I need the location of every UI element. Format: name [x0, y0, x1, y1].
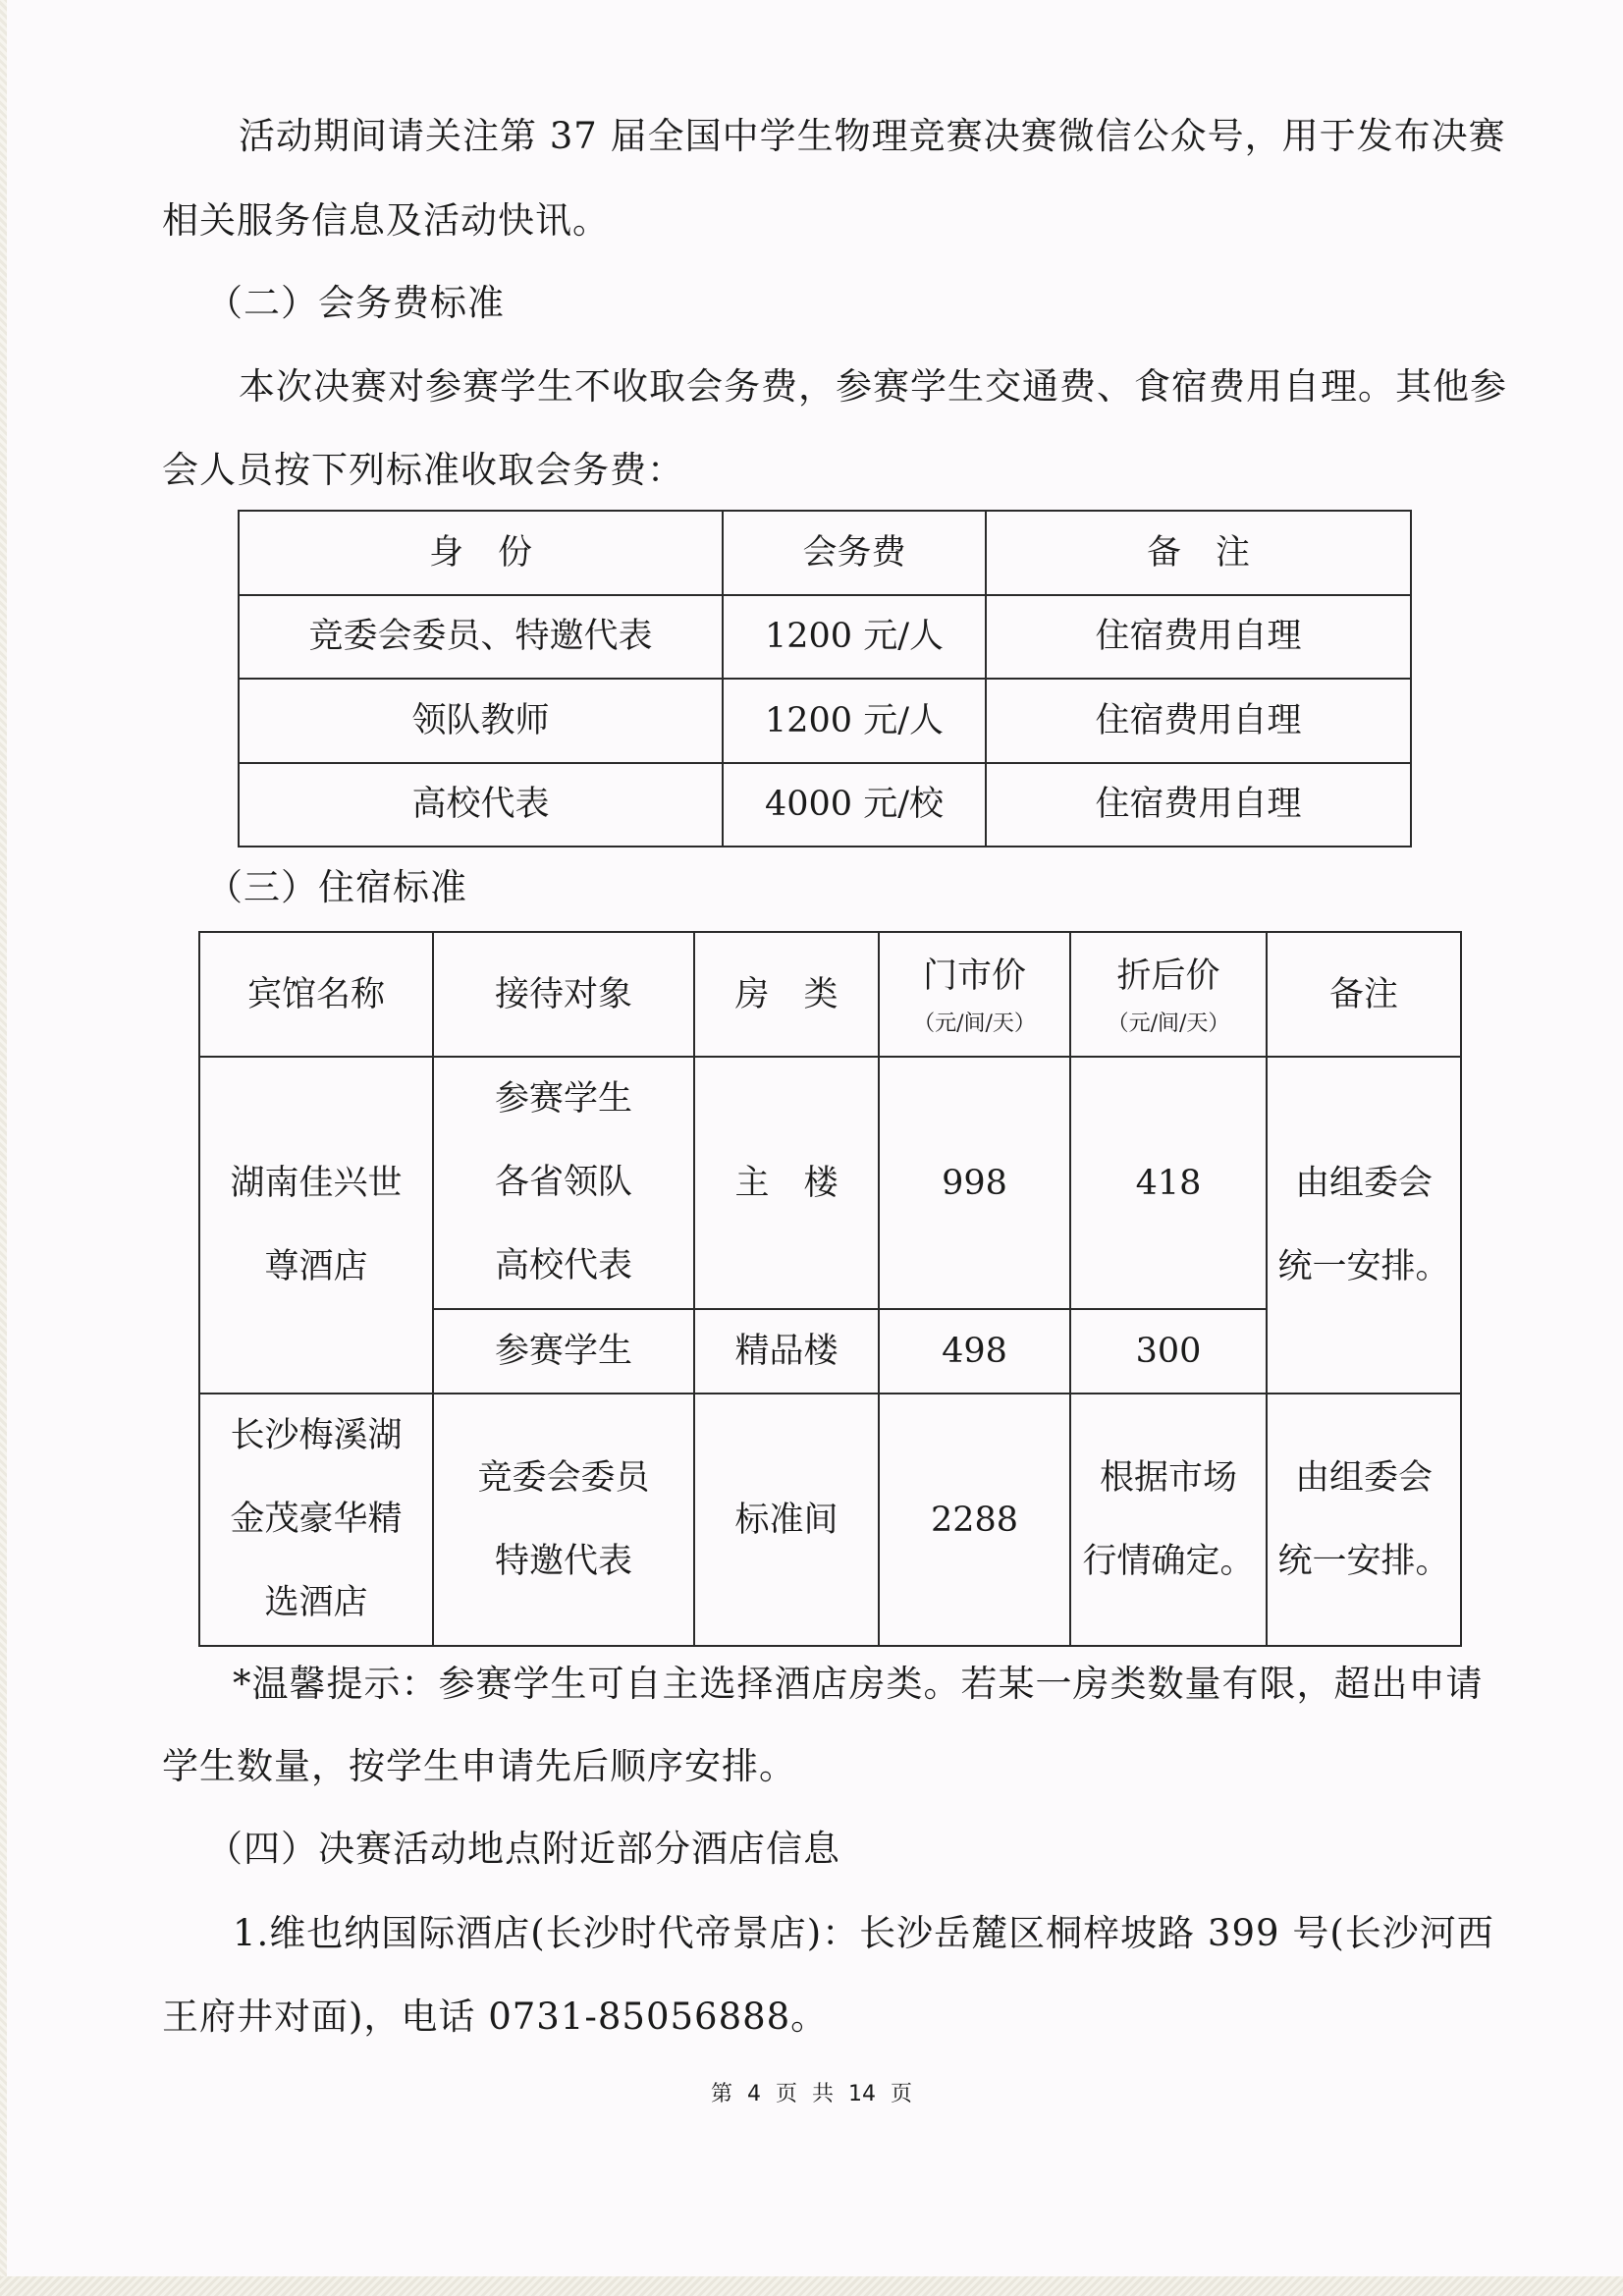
hotel-info-line2: 王府井对面)，电话 0731-85056888。 — [162, 1995, 829, 2038]
section-heading-fees: （二）会务费标准 — [206, 282, 505, 324]
guest-line: 高校代表 — [494, 1246, 632, 1285]
guest-line: 竞委会委员 — [477, 1457, 650, 1498]
lodging-table-header — [199, 932, 1461, 1057]
identity-cell: 竞委会委员、特邀代表 — [239, 595, 723, 680]
guests-cell — [433, 1057, 694, 1309]
note-cell — [1267, 1057, 1461, 1394]
hotel-name-cell — [199, 1394, 433, 1646]
hotel-name-line: 湖南佳兴世 — [230, 1163, 403, 1203]
identity-cell: 领队教师 — [239, 679, 723, 763]
header-hotel-name: 宾馆名称 — [199, 932, 433, 1057]
fee-cell: 1200 元/人 — [723, 679, 986, 763]
hotel-name-line: 尊酒店 — [264, 1246, 368, 1286]
lodging-table — [198, 931, 1462, 1647]
guests-cell: 参赛学生 — [433, 1309, 694, 1394]
discount-price-cell: 300 — [1070, 1309, 1267, 1394]
hotel-name-cell — [199, 1057, 433, 1394]
guest-line: 各省领队 — [494, 1163, 632, 1202]
note-line: 由组委会 — [1294, 1457, 1433, 1498]
guests-cell — [433, 1394, 694, 1646]
header-room-type: 房 类 — [694, 932, 879, 1057]
identity-cell: 高校代表 — [239, 763, 723, 847]
header-note: 备 注 — [986, 511, 1411, 595]
room-type-cell: 标准间 — [694, 1394, 879, 1646]
note-cell — [1267, 1394, 1461, 1646]
list-price-label: 门市价 — [922, 957, 1026, 997]
booking-tip-line1: *温馨提示：参赛学生可自主选择酒店房类。若某一房类数量有限，超出申请 — [233, 1663, 1484, 1705]
hotel-name-line: 选酒店 — [264, 1583, 368, 1622]
note-line: 统一安排。 — [1277, 1541, 1450, 1581]
room-type-cell: 主 楼 — [694, 1057, 879, 1309]
hotel-name-line: 金茂豪华精 — [230, 1500, 403, 1539]
room-type-cell: 精品楼 — [694, 1309, 879, 1394]
fee-cell: 4000 元/校 — [723, 763, 986, 847]
fee-description-line1: 本次决赛对参赛学生不收取会务费，参赛学生交通费、食宿费用自理。其他参 — [239, 365, 1507, 408]
fee-cell: 1200 元/人 — [723, 595, 986, 680]
section-heading-lodging: （三）住宿标准 — [206, 866, 467, 908]
hotel-name-line: 长沙梅溪湖 — [230, 1416, 403, 1455]
discount-price-cell — [1070, 1394, 1267, 1646]
table-row — [239, 679, 1411, 763]
note-cell: 住宿费用自理 — [986, 679, 1411, 763]
table-row — [199, 1394, 1461, 1646]
list-price-cell: 998 — [879, 1057, 1070, 1309]
note-line: 由组委会 — [1294, 1163, 1433, 1203]
discount-price-unit: （元/间/天） — [1107, 1011, 1230, 1037]
note-cell: 住宿费用自理 — [986, 763, 1411, 847]
note-line: 统一安排。 — [1277, 1246, 1450, 1286]
discount-price-cell: 418 — [1070, 1057, 1267, 1309]
header-guests: 接待对象 — [433, 932, 694, 1057]
list-price-cell: 498 — [879, 1309, 1070, 1394]
fee-table-header — [239, 511, 1411, 595]
table-row — [239, 763, 1411, 847]
header-list-price — [879, 932, 1070, 1057]
section-heading-nearby-hotels: （四）决赛活动地点附近部分酒店信息 — [206, 1828, 840, 1870]
header-discount-price — [1070, 932, 1267, 1057]
guest-line: 参赛学生 — [494, 1079, 632, 1119]
scan-border-left — [0, 0, 7, 2296]
scan-border-bottom — [0, 2276, 1623, 2296]
list-price-cell: 2288 — [879, 1394, 1070, 1646]
hotel-info-line1: 1.维也纳国际酒店(长沙时代帝景店)：长沙岳麓区桐梓坡路 399 号(长沙河西 — [233, 1912, 1494, 1954]
discount-price-line: 行情确定。 — [1082, 1541, 1255, 1581]
header-note: 备注 — [1267, 932, 1461, 1057]
discount-price-line: 根据市场 — [1099, 1457, 1237, 1498]
header-identity: 身 份 — [239, 511, 723, 595]
discount-price-label: 折后价 — [1116, 957, 1220, 997]
note-cell: 住宿费用自理 — [986, 595, 1411, 680]
table-row — [199, 1057, 1461, 1309]
booking-tip-line2: 学生数量，按学生申请先后顺序安排。 — [162, 1745, 796, 1787]
header-fee: 会务费 — [723, 511, 986, 595]
page-number: 第 4 页 共 14 页 — [711, 2082, 912, 2106]
guest-line: 特邀代表 — [494, 1541, 632, 1581]
table-row — [239, 595, 1411, 680]
wechat-notice-line1: 活动期间请关注第 37 届全国中学生物理竞赛决赛微信公众号，用于发布决赛 — [239, 115, 1506, 157]
wechat-notice-line2: 相关服务信息及活动快讯。 — [162, 199, 610, 242]
fee-description-line2: 会人员按下列标准收取会务费： — [162, 449, 684, 491]
fee-table — [238, 510, 1412, 847]
list-price-unit: （元/间/天） — [913, 1011, 1036, 1037]
